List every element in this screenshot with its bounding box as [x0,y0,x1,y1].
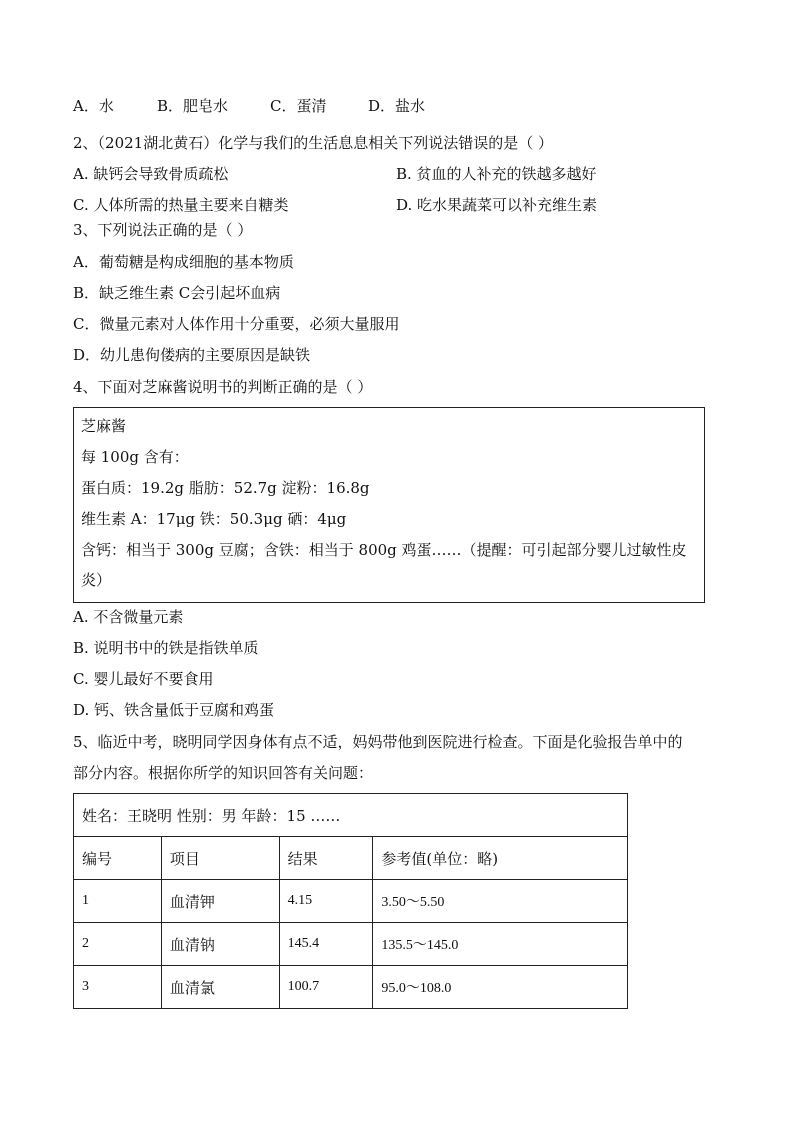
q3-stem: 3、下列说法正确的是（ ） [73,221,253,239]
q2-option-d: D. 吃水果蔬菜可以补充维生素 [396,196,598,214]
label-calcium-iron-cont: 炎） [81,571,112,589]
q4-option-d: D. 钙、铁含量低于豆腐和鸡蛋 [73,701,275,719]
cell-id: 3 [74,966,162,1009]
label-micros: 维生素 A：17μg 铁：50.3μg 硒：4μg [81,510,347,528]
q3-option-d: D．幼儿患佝偻病的主要原因是缺铁 [73,346,311,364]
cell-result: 4.15 [279,880,373,923]
lab-report-table [73,793,628,1009]
report-patient-row [74,794,628,837]
q5-stem-line2: 部分内容。根据你所学的知识回答有关问题： [73,764,374,782]
q4-option-b: B. 说明书中的铁是指铁单质 [73,639,259,657]
q5-stem-line1: 5、临近中考，晓明同学因身体有点不适，妈妈带他到医院进行检查。下面是化验报告单中的 [73,733,683,751]
table-row [74,880,628,923]
report-header-row [74,837,628,880]
cell-item: 血清钾 [161,880,279,923]
q3-option-a: A．葡萄糖是构成细胞的基本物质 [73,253,294,271]
q3-option-b: B．缺乏维生素 C会引起坏血病 [73,284,281,302]
col-header-reference: 参考值(单位：略) [373,837,628,880]
label-title: 芝麻酱 [81,417,127,435]
label-per-100g: 每 100g 含有： [81,448,189,466]
label-macros: 蛋白质：19.2g 脂肪：52.7g 淀粉：16.8g [81,479,370,497]
q2-stem: 2、（2021湖北黄石）化学与我们的生活息息相关下列说法错误的是（ ） [73,134,553,152]
q4-stem: 4、下面对芝麻酱说明书的判断正确的是（ ） [73,378,373,396]
cell-reference: 3.50～5.50 [373,880,628,923]
label-calcium-iron: 含钙：相当于 300g 豆腐；含铁：相当于 800g 鸡蛋……（提醒：可引起部分婴儿过敏性皮 [81,541,687,559]
report-patient-info: 姓名：王晓明 性别：男 年龄：15 …… [74,794,628,837]
q1-option-c: C．蛋清 [270,97,327,115]
q1-option-b: B．肥皂水 [157,97,229,115]
cell-item: 血清钠 [161,923,279,966]
cell-id: 1 [74,880,162,923]
cell-id: 2 [74,923,162,966]
sesame-paste-label-box [73,407,705,603]
cell-result: 145.4 [279,923,373,966]
col-header-item: 项目 [161,837,279,880]
cell-reference: 95.0～108.0 [373,966,628,1009]
q4-option-a: A. 不含微量元素 [73,608,184,626]
table-row [74,923,628,966]
q3-option-c: C．微量元素对人体作用十分重要，必须大量服用 [73,315,400,333]
q2-option-c: C. 人体所需的热量主要来自糖类 [73,196,289,214]
q1-option-a: A．水 [73,97,114,115]
col-header-id: 编号 [74,837,162,880]
q4-option-c: C. 婴儿最好不要食用 [73,670,214,688]
q1-option-d: D．盐水 [368,97,426,115]
col-header-result: 结果 [279,837,373,880]
table-row [74,966,628,1009]
cell-item: 血清氯 [161,966,279,1009]
q2-option-a: A. 缺钙会导致骨质疏松 [73,165,229,183]
q1-options [73,96,425,116]
q2-option-b: B. 贫血的人补充的铁越多越好 [396,165,597,183]
cell-result: 100.7 [279,966,373,1009]
cell-reference: 135.5～145.0 [373,923,628,966]
